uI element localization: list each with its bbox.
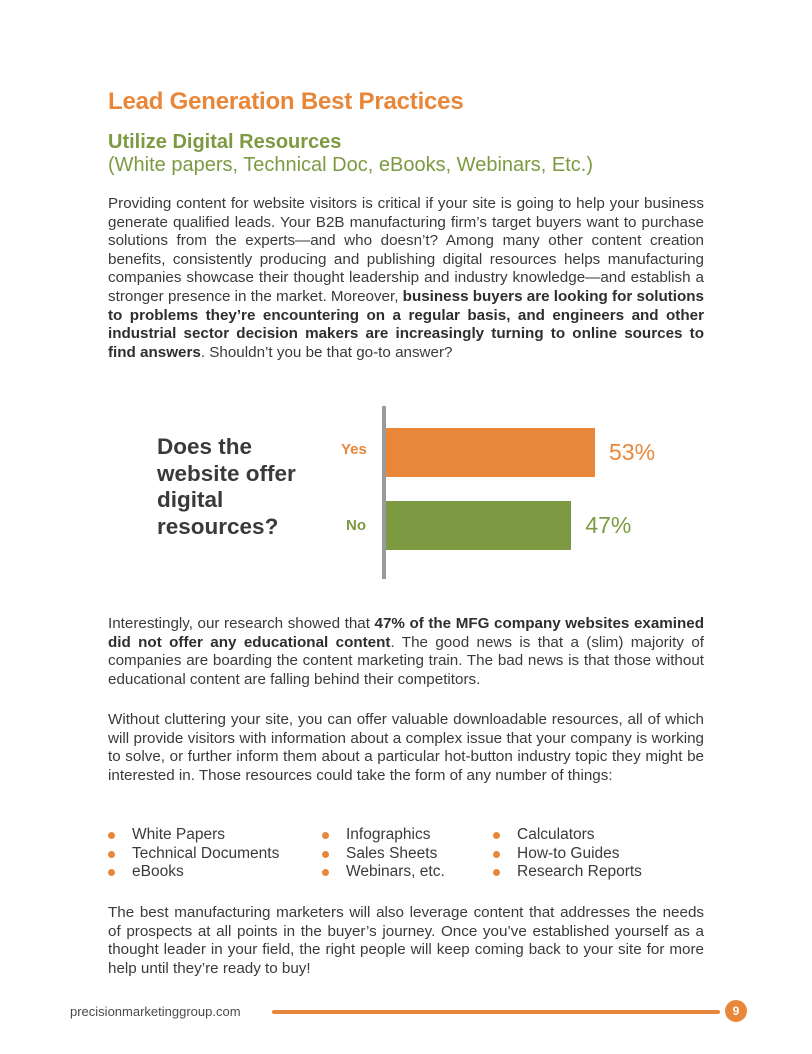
bullet-icon xyxy=(108,869,115,876)
list-item xyxy=(322,845,445,864)
resource-list-col3 xyxy=(493,826,642,882)
bullet-icon xyxy=(493,869,500,876)
intro-bold-text: business buyers are looking for solutions to problems they’re encountering on a regular basis, and engineers and other industrial sector decision makers are increasingly turning to online sources to find answers xyxy=(108,287,705,361)
bullet-icon xyxy=(108,851,115,858)
list-item xyxy=(322,863,445,882)
resources-paragraph: Without cluttering your site, you can offer valuable downloadable resources, all of which will provide visitors with information about a complex issue that your company is working to solve, or further inform them about a particular hot-button industry topic they might be interested in. Those resources could take the form of any number of things: xyxy=(108,711,704,784)
list-item-text: Technical Documents xyxy=(132,844,280,862)
bullet-icon xyxy=(108,832,115,839)
list-item xyxy=(493,863,642,882)
bullet-icon xyxy=(322,832,329,839)
list-item xyxy=(322,826,445,845)
value-label-yes: 53% xyxy=(609,439,656,465)
page-title: Lead Generation Best Practices xyxy=(108,88,464,115)
category-label-yes: Yes xyxy=(341,441,367,458)
list-item-text: eBooks xyxy=(132,863,184,880)
intro-paragraph xyxy=(108,195,704,362)
intro-text-3: be that go-to answer? xyxy=(301,343,453,361)
bullet-icon xyxy=(493,851,500,858)
research-text-2: . The good news is that a (slim) majority of companies are boarding the content marketing train. The bad news is that those without educational content are falling behind their competitors. xyxy=(108,633,704,688)
list-item xyxy=(108,845,279,864)
intro-emphasis-you: you xyxy=(276,343,302,361)
resource-list-col2 xyxy=(322,826,445,882)
bar-yes xyxy=(386,428,595,477)
bullet-icon xyxy=(493,832,500,839)
closing-paragraph: The best manufacturing marketers will also leverage content that addresses the needs of prospects at all points in the buyer’s journey. Once you’ve established yourself as a thought leader in your field, the right people will keep coming back to your site for more help until they’re ready to buy! xyxy=(108,904,704,977)
footer-url[interactable]: precisionmarketinggroup.com xyxy=(70,1004,241,1019)
list-item xyxy=(108,863,279,882)
list-item-text: Infographics xyxy=(346,826,431,843)
bar-no xyxy=(386,501,571,550)
research-paragraph xyxy=(108,615,704,689)
bullet-icon xyxy=(322,851,329,858)
list-item xyxy=(108,826,279,845)
bullet-icon xyxy=(322,869,329,876)
research-bold-text: 47% of the MFG company websites examined did not offer any educational content xyxy=(108,615,705,651)
chart-title: Does the website offer digital resources? xyxy=(157,434,296,539)
resource-list-col1 xyxy=(108,826,279,882)
value-label-no: 47% xyxy=(585,512,632,538)
intro-text-1: Providing content for website visitors is critical if your site is going to help your business generate qualified leads. Your B2B manufacturing firm’s target buyers want to purchase solutions from the experts—and who doesn’t? Among many other content creation benefits, consistently producing and publishing digital resources helps manufacturing companies showcase their thought leadership and industry knowledge—and establish a stronger presence in the market. Moreover, xyxy=(108,195,704,305)
list-item xyxy=(493,826,642,845)
list-item-text: Sales Sheets xyxy=(346,844,438,862)
intro-text-2: . Shouldn’t xyxy=(200,343,277,361)
page-number-badge: 9 xyxy=(725,1000,747,1022)
list-item-text: Calculators xyxy=(517,826,595,843)
list-item-text: Research Reports xyxy=(517,863,642,880)
list-item-text: White Papers xyxy=(132,826,226,843)
list-item-text: How-to Guides xyxy=(517,844,620,862)
research-text-1: Interestingly, our research showed that xyxy=(108,615,375,632)
section-title: Utilize Digital Resources xyxy=(108,131,342,153)
list-item xyxy=(493,845,642,864)
footer-divider xyxy=(272,1010,720,1014)
section-subtitle: (White papers, Technical Doc, eBooks, Webinars, Etc.) xyxy=(108,154,594,176)
list-item-text: Webinars, etc. xyxy=(346,863,445,880)
category-label-no: No xyxy=(346,517,366,534)
